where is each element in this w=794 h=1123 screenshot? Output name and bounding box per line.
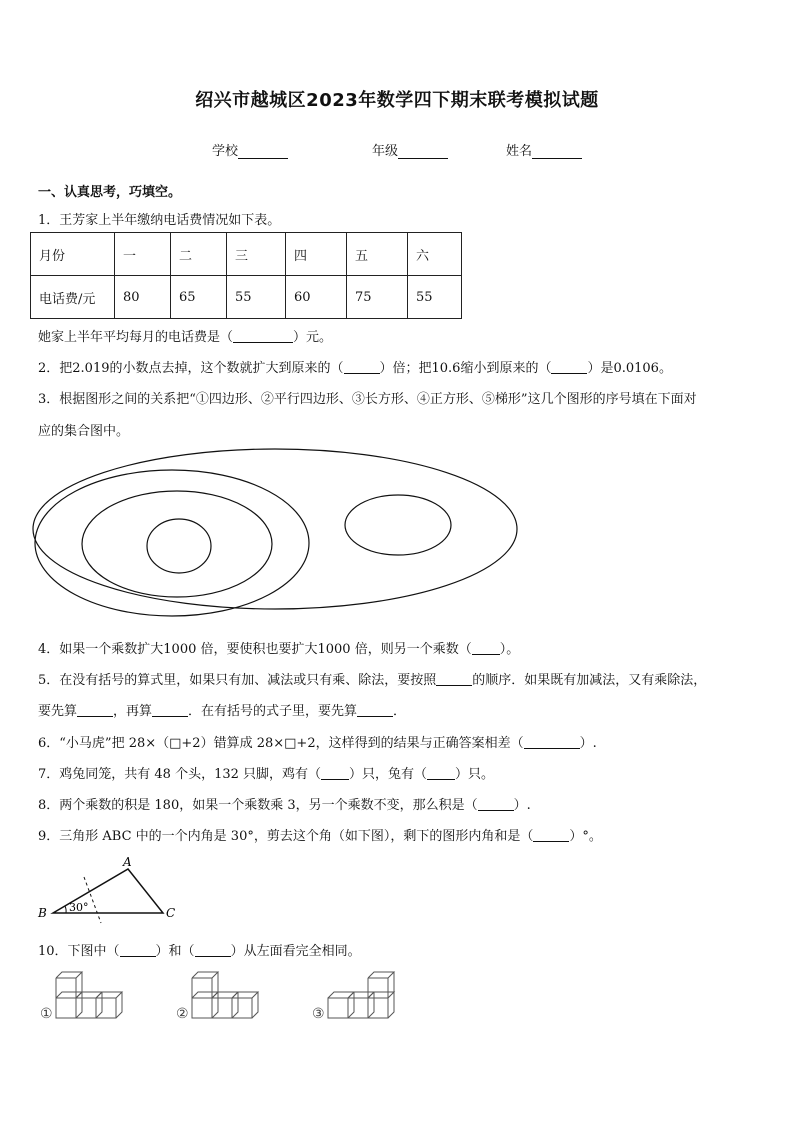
phone-fee-table (30, 232, 462, 319)
set-ellipse-outer[interactable] (33, 449, 517, 609)
q5-line2 (38, 700, 406, 719)
q10-part: 10．下图中（ (38, 944, 120, 959)
page-title: 绍兴市越城区2023年数学四下期末联考模拟试题 (195, 90, 599, 111)
q8-text (38, 794, 531, 813)
q1-followup-post: ）元。 (293, 330, 333, 345)
q3-line1: 3．根据图形之间的关系把“①四边形、②平行四边形、③长方形、④正方形、⑤梯形”这几个图形的序号填在下面对 (38, 392, 697, 407)
vertex-label-c: C (166, 906, 176, 920)
table-cell: 三 (227, 233, 286, 276)
figure-label-2: ② (176, 1006, 189, 1022)
table-cell: 75 (347, 276, 408, 319)
q9-part: ）°。 (569, 829, 602, 844)
q6-part: ）. (579, 736, 597, 751)
grade-field[interactable] (372, 140, 448, 159)
set-ellipse-medium[interactable] (82, 491, 272, 597)
school-label: 学校 (212, 144, 239, 159)
q9-text (38, 825, 602, 844)
q7-text (38, 763, 494, 782)
q1-followup-pre: 她家上半年平均每月的电话费是（ (38, 330, 234, 345)
name-field[interactable] (506, 140, 582, 159)
answer-blank[interactable] (551, 361, 587, 374)
table-cell: 电话费/元 (31, 276, 115, 319)
q5-part: 5．在没有括号的算式里，如果只有加、减法或只有乘、除法，要按照 (38, 673, 437, 688)
table-cell: 80 (115, 276, 171, 319)
cut-line (84, 877, 101, 923)
q4-part: ）。 (499, 642, 520, 657)
q5-part: ． (393, 704, 407, 719)
table-row (31, 276, 462, 319)
grade-label: 年级 (372, 144, 399, 159)
q7-part: ）只，兔有（ (349, 767, 428, 782)
q7-part: ）只。 (455, 767, 495, 782)
q10-text (38, 940, 361, 959)
q5-part: 的顺序．如果既有加减法，又有乘除法， (472, 673, 707, 688)
q3-line2: 应的集合图中。 (38, 424, 130, 439)
q1-text: 1．王芳家上半年缴纳电话费情况如下表。 (38, 213, 281, 228)
q2-text (38, 357, 672, 376)
table-cell: 二 (171, 233, 227, 276)
q5-part: ．在有括号的式子里，要先算 (188, 704, 358, 719)
q7-part: 7．鸡兔同笼，共有 48 个头，132 只脚，鸡有（ (38, 767, 322, 782)
grade-blank[interactable] (398, 146, 448, 159)
answer-blank[interactable] (472, 642, 500, 655)
q8-part: ）. (513, 798, 531, 813)
school-blank[interactable] (238, 146, 288, 159)
q1-followup (38, 326, 332, 345)
q10-part: ）和（ (155, 944, 195, 959)
answer-blank[interactable] (77, 704, 113, 717)
school-field[interactable] (212, 140, 288, 159)
q5-line1 (38, 669, 706, 688)
set-ellipse-small[interactable] (147, 519, 211, 573)
q6-part: 6．“小马虎”把 28×（□+2）错算成 28×□+2，这样得到的结果与正确答案相差（ (38, 736, 524, 751)
table-cell: 55 (227, 276, 286, 319)
set-ellipse-large[interactable] (35, 470, 309, 616)
figure-label-1: ① (40, 1006, 53, 1022)
q9-part: 9．三角形 ABC 中的一个内角是 30°，剪去这个角（如下图），剩下的图形内角和是（ (38, 829, 534, 844)
cube-figure-2 (174, 968, 274, 1026)
q2-part: ）倍；把10.6缩小到原来的（ (379, 361, 552, 376)
name-blank[interactable] (532, 146, 582, 159)
q4-part: 4．如果一个乘数扩大1000 倍，要使积也要扩大1000 倍，则另一个乘数（ (38, 642, 472, 657)
section-1-heading: 一、认真思考，巧填空。 (38, 185, 182, 200)
answer-blank[interactable] (321, 767, 349, 780)
answer-blank[interactable] (478, 798, 514, 811)
answer-blank[interactable] (120, 944, 156, 957)
table-cell: 六 (408, 233, 462, 276)
q4-text (38, 638, 519, 657)
table-cell: 一 (115, 233, 171, 276)
table-cell: 65 (171, 276, 227, 319)
angle-arc (65, 906, 66, 913)
answer-blank[interactable] (436, 673, 472, 686)
table-cell: 五 (347, 233, 408, 276)
triangle-figure (36, 853, 186, 925)
figure-label-3: ③ (312, 1006, 325, 1022)
set-ellipse-separate[interactable] (345, 495, 451, 555)
cube-figure-3 (310, 962, 410, 1026)
set-diagram (30, 445, 530, 625)
table-row (31, 233, 462, 276)
answer-blank[interactable] (524, 736, 580, 749)
answer-blank[interactable] (233, 330, 293, 343)
table-cell: 55 (408, 276, 462, 319)
vertex-label-b: B (38, 906, 47, 920)
q2-part: ）是0.0106。 (587, 361, 672, 376)
cube-figure-1 (38, 968, 138, 1026)
q5-part: ，再算 (113, 704, 153, 719)
q2-part: 2．把2.019的小数点去掉，这个数就扩大到原来的（ (38, 361, 344, 376)
answer-blank[interactable] (195, 944, 231, 957)
table-cell: 60 (286, 276, 347, 319)
q10-part: ）从左面看完全相同。 (230, 944, 361, 959)
q6-text (38, 732, 597, 751)
answer-blank[interactable] (152, 704, 188, 717)
answer-blank[interactable] (427, 767, 455, 780)
table-cell: 月份 (31, 233, 115, 276)
q5-part: 要先算 (38, 704, 78, 719)
table-cell: 四 (286, 233, 347, 276)
angle-label: 30° (69, 901, 89, 914)
answer-blank[interactable] (533, 829, 569, 842)
name-label: 姓名 (506, 144, 533, 159)
answer-blank[interactable] (357, 704, 393, 717)
vertex-label-a: A (123, 855, 132, 869)
q8-part: 8．两个乘数的积是 180，如果一个乘数乘 3，另一个乘数不变，那么积是（ (38, 798, 478, 813)
answer-blank[interactable] (344, 361, 380, 374)
